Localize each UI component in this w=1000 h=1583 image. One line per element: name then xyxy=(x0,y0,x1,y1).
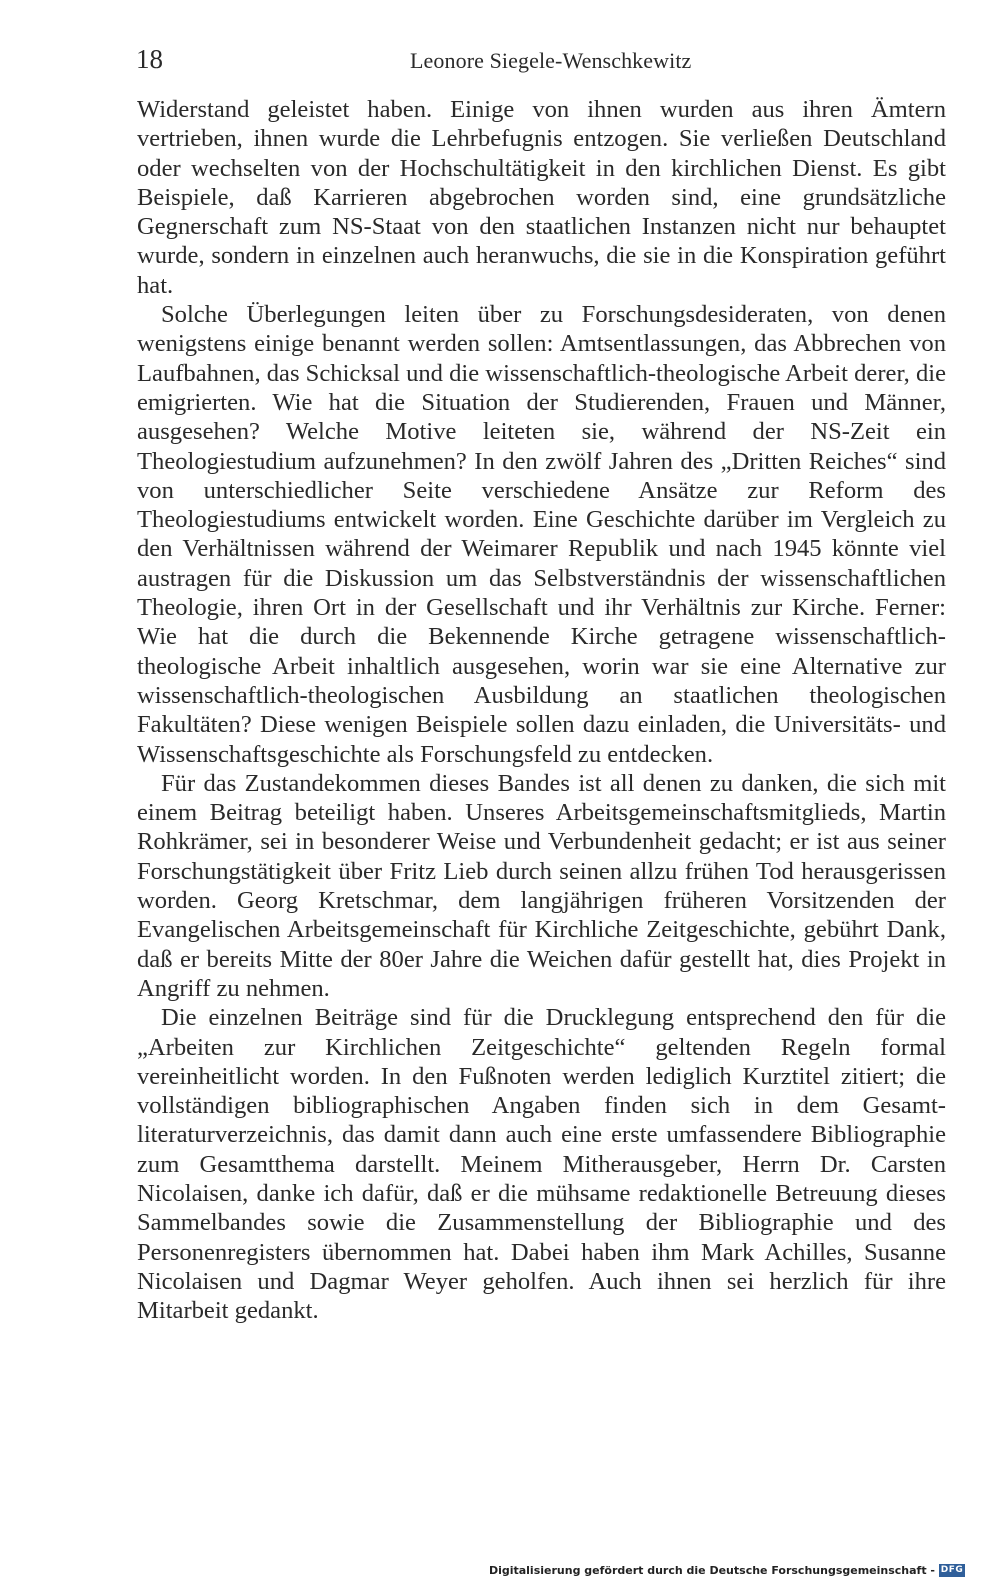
paragraph-3: Für das Zustandekommen dieses Bandes ist all denen zu danken, die sich mit einem Beitrag beteiligt haben. Unseres Arbeitsgemeinschaftsmitglieds, Martin Rohkrämer, sei in besonderer Weise und Verbundenheit gedacht; er ist aus seiner Forschungstätigkeit über Fritz Lieb durch seinen allzu frühen Tod herausgerissen worden. Georg Kretschmar, dem langjährigen früheren Vorsitzenden der Evangelischen Arbeitsgemeinschaft für Kirchliche Zeitgeschichte, gebührt Dank, daß er bereits Mitte der 80er Jahre die Weichen dafür gestellt hat, dies Projekt in Angriff zu nehmen. xyxy=(137,769,946,1002)
paragraph-4: Die einzelnen Beiträge sind für die Drucklegung entsprechend den für die „Arbeiten zur Kirchlichen Zeitgeschichte“ geltenden Regeln formal vereinheitlicht worden. In den Fußnoten werden lediglich Kurztitel zitiert; die vollständigen bibliographischen Angaben finden sich in dem Gesamtliteraturverzeichnis, das damit dann auch eine erste umfassendere Bibliographie zum Gesamtthema darstellt. Meinem Mitherausgeber, Herrn Dr. Carsten Nicolaisen, danke ich dafür, daß er die mühsame redaktionelle Betreuung dieses Sammelbandes sowie die Zusammenstellung der Bibliographie und des Personenregisters übernommen hat. Dabei haben ihm Mark Achilles, Susanne Nicolaisen und Dagmar Weyer geholfen. Auch ihnen sei herzlich für ihre Mitarbeit gedankt. xyxy=(137,1004,946,1325)
page-header xyxy=(130,42,944,82)
running-head: Leonore Siegele-Wenschkewitz xyxy=(410,48,692,73)
dfg-logo-icon: DFG xyxy=(940,1564,964,1575)
page-number: 18 xyxy=(136,44,163,74)
credit-text: Digitalisierung gefördert durch die Deutsche Forschungsgemeinschaft - xyxy=(488,1563,935,1577)
paragraph-1: Widerstand geleistet haben. Einige von ihnen wurden aus ihren Ämtern vertrieben, ihnen wurde die Lehrbefugnis entzogen. Sie verließen Deutschland oder wechselten von der Hochschultätigkeit in den kirchlichen Dienst. Es gibt Beispiele, daß Karrieren abgebrochen worden sind, eine grundsätzliche Gegnerschaft zum NS-Staat von den staatlichen Instanzen nicht nur behauptet wurde, sondern in einzelnen auch heranwuchs, die sie in die Konspiration geführt hat. xyxy=(137,96,946,299)
body-text xyxy=(137,95,946,1325)
paragraph-2: Solche Überlegungen leiten über zu Forschungsdesideraten, von denen wenigstens einige benannt werden sollen: Amtsentlassungen, das Abbrechen von Laufbahnen, das Schicksal und die wissenschaftlich-theologische Arbeit derer, die emigrierten. Wie hat die Situation der Studierenden, Frauen und Männer, ausgesehen? Welche Motive leiteten sie, während der NS-Zeit ein Theologiestudium aufzunehmen? In den zwölf Jahren des „Dritten Reiches“ sind von unterschiedlicher Seite verschiedene Ansätze zur Reform des Theologiestudiums entwickelt worden. Eine Geschichte darüber im Vergleich zu den Verhältnissen während der Weimarer Republik und nach 1945 könnte viel austragen für die Diskussion um das Selbstverständnis der wissenschaftlichen Theologie, ihren Ort in der Gesellschaft und ihr Verhältnis zur Kirche. Ferner: Wie hat die durch die Bekennende Kirche getragene wissenschaftlich-theologische Arbeit inhaltlich ausgesehen, worin war sie eine Alternative zur wissenschaftlich-theologischen Ausbildung an staatlichen theologischen Fakultäten? Diese wenigen Beispiele sollen dazu einladen, die Universitäts- und Wissenschaftsgeschichte als Forschungsfeld zu entdecken. xyxy=(137,301,946,768)
digitization-credit xyxy=(489,1561,965,1579)
